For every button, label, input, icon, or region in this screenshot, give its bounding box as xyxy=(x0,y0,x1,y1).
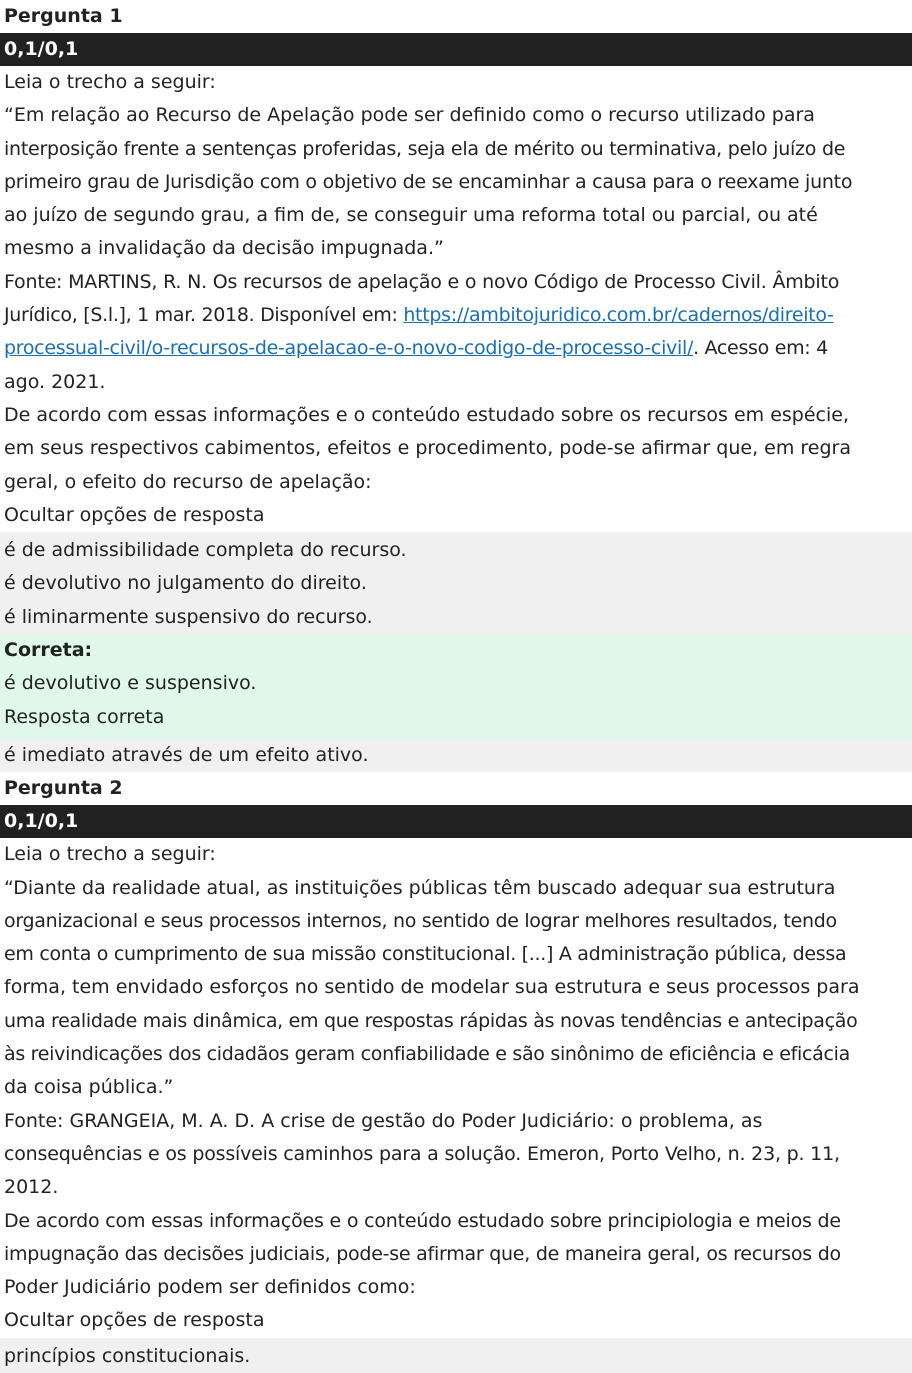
quote-line: mesmo a invalidação da decisão impugnada.” xyxy=(4,237,444,260)
answer-options xyxy=(0,532,912,772)
source-line: consequências e os possíveis caminhos para a solução. Emeron, Porto Velho, n. 23, p. 11, xyxy=(4,1142,840,1165)
quote-line: uma realidade mais dinâmica, em que respostas rápidas às novas tendências e antecipação xyxy=(4,1009,858,1032)
prompt-line: geral, o efeito do recurso de apelação: xyxy=(4,470,372,493)
quote-line: em conta o cumprimento de sua missão constitucional. [...] A administração pública, dessa xyxy=(4,943,847,966)
source-text: Jurídico, [S.l.], 1 mar. 2018. Disponível em: xyxy=(4,304,404,327)
quote-line: primeiro grau de Jurisdição com o objetivo de se encaminhar a causa para o reexame junto xyxy=(4,170,853,193)
source-line: 2012. xyxy=(4,1176,59,1199)
prompt-block xyxy=(0,1205,912,1305)
quote-line: ao juízo de segundo grau, a fim de, se conseguir uma reforma total ou parcial, ou até xyxy=(4,204,818,227)
source-line: ago. 2021. xyxy=(4,370,106,393)
quote-line: organizacional e seus processos internos, no sentido de lograr melhores resultados, tendo xyxy=(4,909,837,932)
answer-options xyxy=(0,1338,912,1373)
correct-answer-block[interactable] xyxy=(0,634,912,739)
answer-option[interactable]: é liminarmente suspensivo do recurso. xyxy=(0,601,912,634)
quote-line: forma, tem envidado esforços no sentido de modelar sua estrutura e seus processos para xyxy=(4,976,860,999)
source-block xyxy=(0,266,912,399)
source-link[interactable]: https://ambitojuridico.com.br/cadernos/direito- xyxy=(403,304,834,327)
score-bar: 0,1/0,1 xyxy=(0,33,912,66)
source-line: Fonte: MARTINS, R. N. Os recursos de apelação e o novo Código de Processo Civil. Âmbito xyxy=(4,270,840,293)
correct-label: Correta: xyxy=(4,639,93,662)
source-line xyxy=(0,332,912,365)
source-link-continued[interactable]: processual-civil/o-recursos-de-apelacao-e-o-novo-codigo-de-processo-civil/ xyxy=(4,337,694,360)
answer-option[interactable]: é imediato através de um efeito ativo. xyxy=(0,739,912,772)
score-bar: 0,1/0,1 xyxy=(0,805,912,838)
prompt-line: impugnação das decisões judiciais, pode-se afirmar que, de maneira geral, os recursos do xyxy=(4,1242,841,1265)
hide-options-toggle[interactable]: Ocultar opções de resposta xyxy=(4,503,265,526)
question-title: Pergunta 1 xyxy=(4,5,123,27)
prompt-line: De acordo com essas informações e o conteúdo estudado sobre principiologia e meios de xyxy=(4,1209,841,1232)
prompt-line: em seus respectivos cabimentos, efeitos e procedimento, pode-se afirmar que, em regra xyxy=(4,437,851,460)
source-line xyxy=(0,299,912,332)
question-intro: Leia o trecho a seguir: xyxy=(4,843,216,866)
prompt-block xyxy=(0,399,912,499)
question-intro: Leia o trecho a seguir: xyxy=(4,71,216,93)
prompt-line: Poder Judiciário podem ser definidos como: xyxy=(4,1276,416,1299)
quote-line: “Diante da realidade atual, as instituições públicas têm buscado adequar sua estrutura xyxy=(4,876,836,899)
answer-option[interactable]: é de admissibilidade completa do recurso. xyxy=(0,532,912,567)
question-2 xyxy=(0,772,912,1373)
quote-line: “Em relação ao Recurso de Apelação pode ser definido como o recurso utilizado para xyxy=(4,104,815,127)
question-title: Pergunta 2 xyxy=(4,777,123,800)
source-line: Fonte: GRANGEIA, M. A. D. A crise de gestão do Poder Judiciário: o problema, as xyxy=(4,1109,763,1132)
source-block xyxy=(0,1105,912,1205)
quote-block xyxy=(0,872,912,1105)
correct-option-text: é devolutivo e suspensivo. xyxy=(4,672,257,695)
quote-line: às reivindicações dos cidadãos geram confiabilidade e são sinônimo de eficiência e eficácia xyxy=(4,1043,850,1066)
correct-note: Resposta correta xyxy=(4,705,165,728)
quote-line: da coisa pública.” xyxy=(4,1076,174,1099)
answer-option[interactable]: princípios constitucionais. xyxy=(0,1338,912,1373)
source-text: . Acesso em: 4 xyxy=(693,337,828,360)
hide-options-toggle[interactable]: Ocultar opções de resposta xyxy=(4,1309,265,1332)
quote-block xyxy=(0,99,912,265)
prompt-line: De acordo com essas informações e o conteúdo estudado sobre os recursos em espécie, xyxy=(4,403,849,426)
answer-option[interactable]: é devolutivo no julgamento do direito. xyxy=(0,567,912,600)
quote-line: interposição frente a sentenças proferidas, seja ela de mérito ou terminativa, pelo juízo de xyxy=(4,137,846,160)
